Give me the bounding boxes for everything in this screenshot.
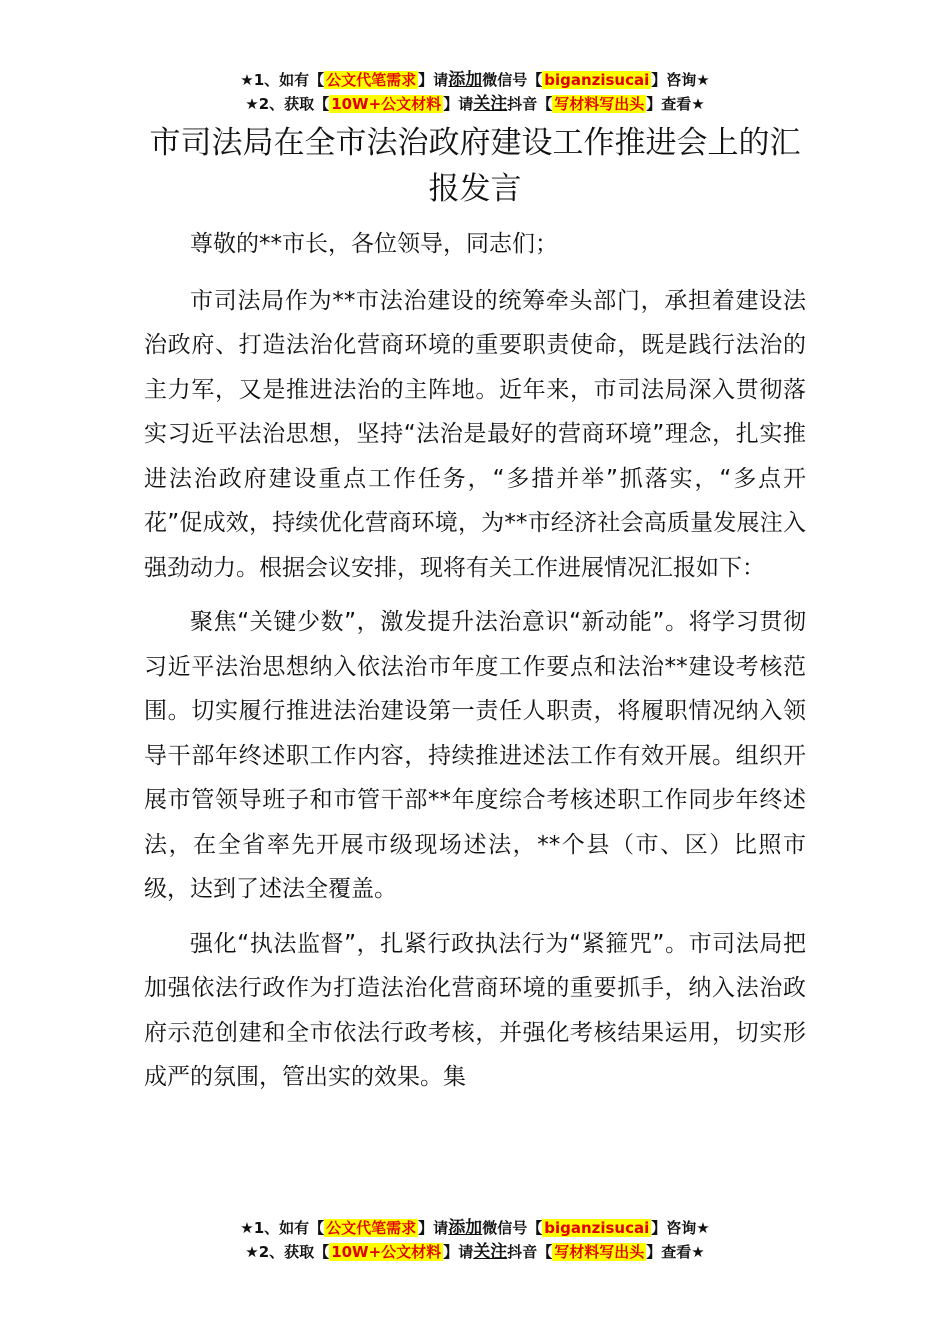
promo-text: 】咨询★ <box>651 1219 710 1237</box>
promo-text: 】请 <box>443 95 474 113</box>
promo-line-1 <box>0 1216 950 1240</box>
promo-emphasis: 关注 <box>473 94 508 114</box>
promo-highlight: 写材料写出头 <box>554 1243 645 1261</box>
promo-emphasis: 添加 <box>448 1218 483 1238</box>
promo-highlight: biganzisucai <box>544 1219 650 1237</box>
promo-line-1 <box>0 68 950 92</box>
promo-text: 】请 <box>443 1243 474 1261</box>
promo-text: 】请 <box>418 71 449 89</box>
body-paragraph-2: 聚焦“关键少数”，激发提升法治意识“新动能”。将学习贯彻习近平法治思想纳入依法治市年度工作要点和法治**建设考核范围。切实履行推进法治建设第一责任人职责，将履职情况纳入领导干部年终述职工作内容，持续推进述法工作有效开展。组织开展市管领导班子和市管干部**年度综合考核述职工作同步年终述法，在全省率先开展市级现场述法，**个县（市、区）比照市级，达到了述法全覆盖。 <box>144 609 806 902</box>
document-title: 市司法局在全市法治政府建设工作推进会上的汇报发言 <box>149 125 801 207</box>
promo-highlight: biganzisucai <box>544 71 650 89</box>
promo-text: ★1、如有【 <box>240 1219 325 1237</box>
promo-highlight: 10W+公文材料 <box>331 1243 442 1261</box>
promo-line-2 <box>0 1240 950 1264</box>
promo-text: 】咨询★ <box>651 71 710 89</box>
promo-line-2 <box>0 92 950 116</box>
promo-text: 微信号【 <box>482 1219 543 1237</box>
promo-text: ★2、获取【 <box>245 1243 330 1261</box>
promo-highlight: 10W+公文材料 <box>331 95 442 113</box>
promo-highlight: 公文代笔需求 <box>326 71 417 89</box>
promo-text: 抖音【 <box>507 95 553 113</box>
body-paragraph-1: 市司法局作为**市法治建设的统筹牵头部门，承担着建设法治政府、打造法治化营商环境的重要职责使命，既是践行法治的主力军，又是推进法治的主阵地。近年来，市司法局深入贯彻落实习近平法治思想，坚持“法治是最好的营商环境”理念，扎实推进法治政府建设重点工作任务，“多措并举”抓落实，“多点开花”促成效，持续优化营商环境，为**市经济社会高质量发展注入强劲动力。根据会议安排，现将有关工作进展情况汇报如下： <box>144 287 806 581</box>
promo-text: 】查看★ <box>646 95 705 113</box>
promo-text: 抖音【 <box>507 1243 553 1261</box>
bottom-promo-banner <box>0 1216 950 1264</box>
promo-highlight: 写材料写出头 <box>554 95 645 113</box>
promo-text: ★2、获取【 <box>245 95 330 113</box>
promo-highlight: 公文代笔需求 <box>326 1219 417 1237</box>
promo-emphasis: 关注 <box>473 1242 508 1262</box>
promo-text: 】请 <box>418 1219 449 1237</box>
promo-emphasis: 添加 <box>448 70 483 90</box>
promo-text: 】查看★ <box>646 1243 705 1261</box>
salutation: 尊敬的**市长，各位领导，同志们； <box>190 231 558 257</box>
document-body <box>144 222 806 1110</box>
top-promo-banner <box>0 68 950 116</box>
promo-text: ★1、如有【 <box>240 71 325 89</box>
promo-text: 微信号【 <box>482 71 543 89</box>
body-paragraph-3: 强化“执法监督”，扎紧行政执法行为“紧箍咒”。市司法局把加强依法行政作为打造法治化营商环境的重要抓手，纳入法治政府示范创建和全市依法行政考核，并强化考核结果运用，切实形成严的氛围，管出实的效果。集 <box>144 930 806 1090</box>
